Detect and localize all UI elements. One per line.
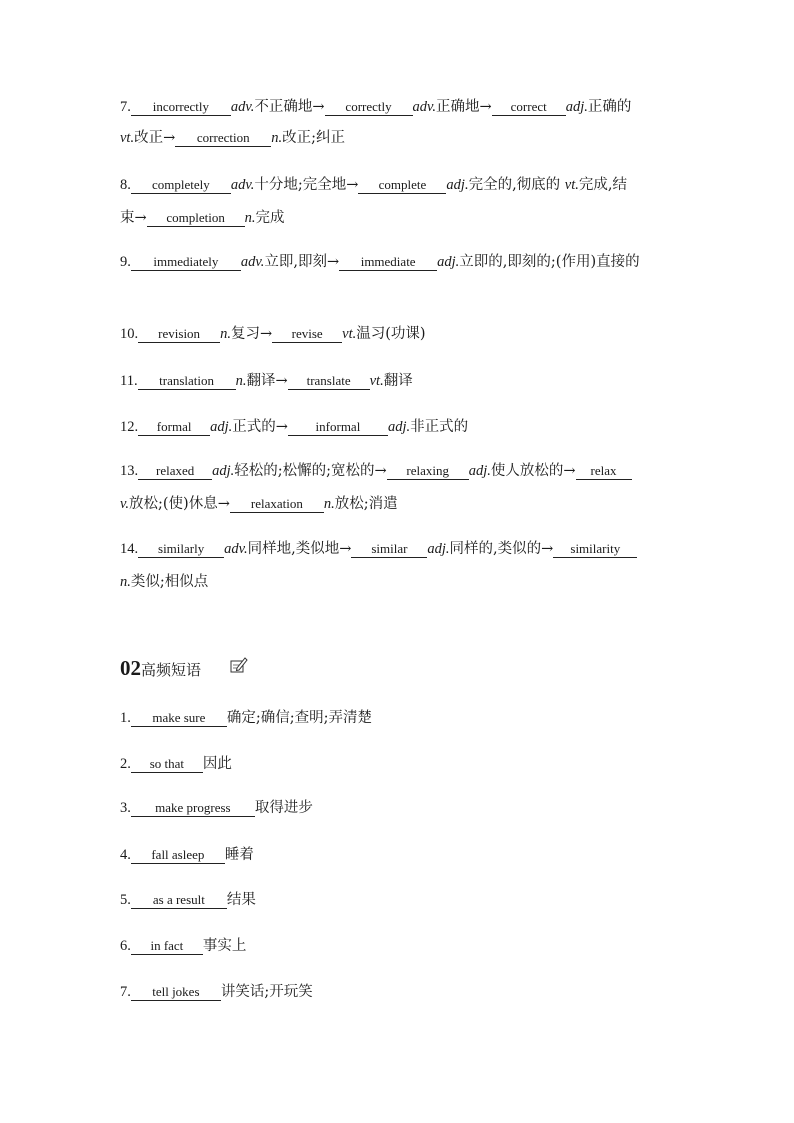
part-of-speech: n. (235, 373, 247, 389)
answer-blank: formal (138, 418, 210, 436)
answer-blank: correct (492, 98, 566, 116)
meaning: 正确地→ (436, 99, 492, 115)
vocab-item-7-line-2 (120, 128, 680, 148)
item-number: 13. (120, 463, 139, 479)
answer-blank: relaxed (138, 462, 212, 480)
part-of-speech: adj. (437, 254, 460, 270)
part-of-speech: adj. (210, 419, 233, 435)
item-number: 14. (120, 541, 139, 557)
phrase-item (120, 708, 680, 728)
answer-blank: relax (576, 462, 632, 480)
item-number: 9. (120, 254, 131, 270)
part-of-speech: adv. (412, 99, 437, 115)
part-of-speech: n. (220, 326, 231, 342)
item-number: 1. (120, 710, 131, 726)
meaning: 完成,结 (578, 177, 627, 193)
answer-blank: similarity (553, 540, 637, 558)
part-of-speech: adv. (230, 177, 255, 193)
part-of-speech: adj. (387, 419, 411, 435)
meaning: 改正;纠正 (282, 130, 346, 146)
answer-blank: translate (288, 372, 370, 390)
answer-blank: similar (351, 540, 427, 558)
part-of-speech: n. (323, 496, 335, 512)
meaning: 不正确地→ (254, 99, 325, 115)
answer-blank: translation (138, 372, 236, 390)
item-number: 6. (120, 938, 131, 954)
meaning: 使人放松的→ (490, 463, 576, 479)
phrase-meaning: 讲笑话;开玩笑 (220, 984, 313, 1000)
meaning: 放松;消遣 (334, 496, 398, 512)
part-of-speech: v. (120, 496, 129, 512)
meaning: 翻译 (383, 373, 413, 389)
part-of-speech: vt. (369, 373, 384, 389)
answer-blank: fall asleep (131, 846, 225, 864)
answer-blank: immediate (339, 253, 437, 271)
item-number: 7. (120, 984, 131, 1000)
item-number: 11. (120, 373, 138, 389)
item-number: 4. (120, 847, 131, 863)
answer-blank: incorrectly (131, 98, 231, 116)
phrase-item (120, 798, 680, 818)
part-of-speech: adj. (468, 463, 491, 479)
answer-blank: complete (358, 176, 446, 194)
pencil-notepad-icon (228, 656, 248, 674)
phrase-meaning: 取得进步 (254, 800, 313, 816)
answer-blank: tell jokes (131, 983, 221, 1001)
meaning: 正确的 (587, 99, 632, 115)
meaning: 轻松的;松懈的;宽松的→ (234, 463, 387, 479)
answer-blank: make progress (131, 799, 255, 817)
phrase-item (120, 890, 680, 910)
phrase-meaning: 睡着 (224, 847, 254, 863)
answer-blank: as a result (131, 891, 227, 909)
item-number: 12. (120, 419, 139, 435)
part-of-speech: adj. (446, 177, 469, 193)
item-number: 8. (120, 177, 131, 193)
meaning: 十分地;完全地→ (254, 177, 359, 193)
meaning: 复习→ (231, 326, 273, 342)
answer-blank: correctly (325, 98, 413, 116)
answer-blank: make sure (131, 709, 227, 727)
meaning: 完全的,彻底的 (468, 177, 565, 193)
part-of-speech: vt. (564, 177, 579, 193)
section-number: 02 (120, 656, 141, 680)
answer-blank: informal (288, 418, 388, 436)
part-of-speech: vt. (120, 130, 135, 146)
answer-blank: immediately (131, 253, 241, 271)
meaning: 改正→ (134, 130, 176, 146)
meaning: 翻译→ (246, 373, 288, 389)
item-number: 5. (120, 892, 131, 908)
meaning: 同样地,类似地→ (247, 541, 352, 557)
answer-blank: correction (175, 129, 271, 147)
part-of-speech: adj. (427, 541, 450, 557)
answer-blank: relaxation (230, 495, 324, 513)
part-of-speech: adv. (224, 541, 248, 557)
phrase-meaning: 因此 (202, 756, 232, 772)
part-of-speech: vt. (342, 326, 357, 342)
phrase-meaning: 确定;确信;查明;弄清楚 (226, 710, 373, 726)
vocab-item-13-line-2 (120, 494, 680, 514)
vocab-item-9 (120, 252, 680, 272)
answer-blank: in fact (131, 937, 203, 955)
meaning: 放松;(使)休息→ (129, 496, 230, 512)
meaning: 完成 (255, 210, 285, 226)
item-number: 2. (120, 756, 131, 772)
answer-blank: revise (272, 325, 342, 343)
part-of-speech: n. (271, 130, 283, 146)
meaning: 立即,即刻→ (264, 254, 340, 270)
answer-blank: completion (147, 209, 245, 227)
meaning: 同样的,类似的→ (449, 541, 554, 557)
vocab-item-12 (120, 417, 680, 437)
vocab-item-10 (120, 324, 680, 344)
phrase-item (120, 754, 680, 774)
vocab-item-14-line-1 (120, 539, 680, 559)
item-number: 10. (120, 326, 139, 342)
meaning: 正式的→ (232, 419, 288, 435)
part-of-speech: adj. (212, 463, 235, 479)
item-number: 7. (120, 99, 131, 115)
item-number: 3. (120, 800, 131, 816)
answer-blank: relaxing (387, 462, 469, 480)
answer-blank: revision (138, 325, 220, 343)
vocab-item-14-line-2 (120, 572, 680, 592)
phrase-item (120, 982, 680, 1002)
vocab-item-13-line-1 (120, 461, 680, 481)
vocab-item-11 (120, 371, 680, 391)
part-of-speech: adj. (565, 99, 588, 115)
meaning: 温习(功课) (356, 326, 426, 342)
part-of-speech: n. (244, 210, 256, 226)
meaning: 立即的,即刻的;(作用)直接的 (459, 254, 640, 270)
section-heading (120, 655, 201, 683)
part-of-speech: adv. (230, 99, 255, 115)
phrase-meaning: 事实上 (202, 938, 247, 954)
part-of-speech: n. (120, 574, 131, 590)
phrase-meaning: 结果 (226, 892, 256, 908)
vocab-item-8-line-2 (120, 208, 680, 228)
vocab-item-8-line-1 (120, 175, 680, 195)
meaning: 类似;相似点 (130, 574, 209, 590)
phrase-item (120, 845, 680, 865)
meaning: 束→ (120, 210, 147, 226)
answer-blank: so that (131, 755, 203, 773)
section-title: 高频短语 (141, 661, 202, 679)
meaning: 非正式的 (410, 419, 469, 435)
vocab-item-7-line-1 (120, 97, 680, 117)
answer-blank: completely (131, 176, 231, 194)
answer-blank: similarly (138, 540, 224, 558)
part-of-speech: adv. (240, 254, 265, 270)
phrase-item (120, 936, 680, 956)
